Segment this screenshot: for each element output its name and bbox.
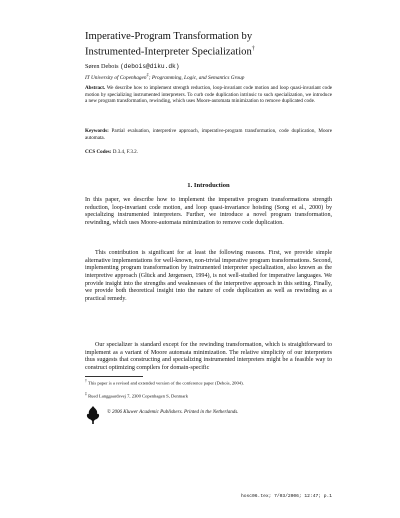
ccs-label: CCS Codes: — [85, 149, 112, 155]
publisher-text: © 2006 Kluwer Academic Publishers. Printed in the Netherlands. — [107, 410, 239, 415]
affiliation — [85, 71, 244, 82]
footnote-2-text: Rued Langgaardsvej 7, 2300 Copenhagen S, Denmark — [88, 393, 189, 399]
body-paragraph-2: This contribution is significant for at least the following reasons. First, we provide simple alternative implementations for well-known, non-trivial imperative program transformations. Second, implementing program transformation by instrumented interpreter specialization, also known as the interpretive approach (Glück and Jørgensen, 1994), is not well-studied for imperative languages. We provide insight into the strengths and weaknesses of the interpretive approach in this setting. Finally, we provide both theoretical insight into the nature of code duplication as well as rewinding as a practical remedy. — [85, 250, 332, 302]
abstract-label: Abstract. — [85, 85, 106, 91]
author-line — [85, 63, 179, 71]
footnote-2-mark: ‡ — [85, 392, 87, 396]
affiliation-rest: ; Programming, Logic, and Semantics Group — [148, 74, 245, 81]
title-footnote-mark: † — [251, 46, 255, 52]
body-paragraph-3: Our specializer is standard except for the rewinding transformation, which is straightforward to implement as a variant of Moore automata minimization. The relative simplicity of our interpreters thus suggests that constructing and specializing instrumented interpreters might be a feasible way to construct optimizing compilers for domain-specific — [85, 342, 332, 371]
keywords — [85, 128, 332, 141]
affiliation-name: IT University of Copenhagen — [85, 74, 147, 81]
footnote-2 — [85, 391, 332, 400]
abstract-text: We describe how to implement strength reduction, loop-invariant code motion and loop quasi-invariant code motion by specializing instrumented interpreters. To curb code duplication intrinsic to such specialization, we introduce a new program transformation, rewinding, which uses Moore-automata minimization to remove duplicated code. — [85, 85, 333, 105]
affiliation-mark: ‡ — [146, 72, 149, 77]
author-name: Søren Debois — [85, 63, 119, 70]
author-email: (debois@diku.dk) — [120, 63, 180, 70]
keywords-label: Keywords: — [85, 128, 109, 134]
publisher-logo-icon — [85, 405, 101, 425]
paper-title — [85, 30, 345, 59]
ccs-text: D.3.4, F.3.2. — [112, 149, 138, 155]
title-line-1: Imperative-Program Transformation by — [85, 31, 253, 42]
publisher-notice — [85, 403, 332, 425]
keywords-text: Partial evaluation, interpretive approach, imperative-program transformation, code duplication, Moore automata. — [85, 128, 332, 141]
footnote-1-mark: † — [85, 379, 87, 383]
section-heading: 1. Introduction — [187, 182, 230, 189]
title-line-2-text: Instrumented-Interpreter Specialization — [85, 46, 252, 58]
body-paragraph-1: In this paper, we describe how to implement the imperative program transformations strength reduction, loop-invariant code motion, and loop quasi-invariance hoisting (Song et al., 2000) by specializing instrumented interpreters. Further, we introduce a novel program transformation, rewinding, which uses Moore-automata minimization to remove code duplication. — [85, 197, 332, 226]
abstract — [85, 85, 332, 105]
footnote-1 — [85, 378, 332, 387]
running-footer: hosc06.tex; 7/03/2006; 12:47; p.1 — [241, 494, 332, 499]
footnote-rule — [85, 376, 143, 377]
ccs-codes — [85, 149, 332, 156]
footnote-1-text: This paper is a revised and extended version of the conference paper (Debois, 2004). — [88, 380, 244, 386]
title-line-2 — [85, 43, 345, 59]
